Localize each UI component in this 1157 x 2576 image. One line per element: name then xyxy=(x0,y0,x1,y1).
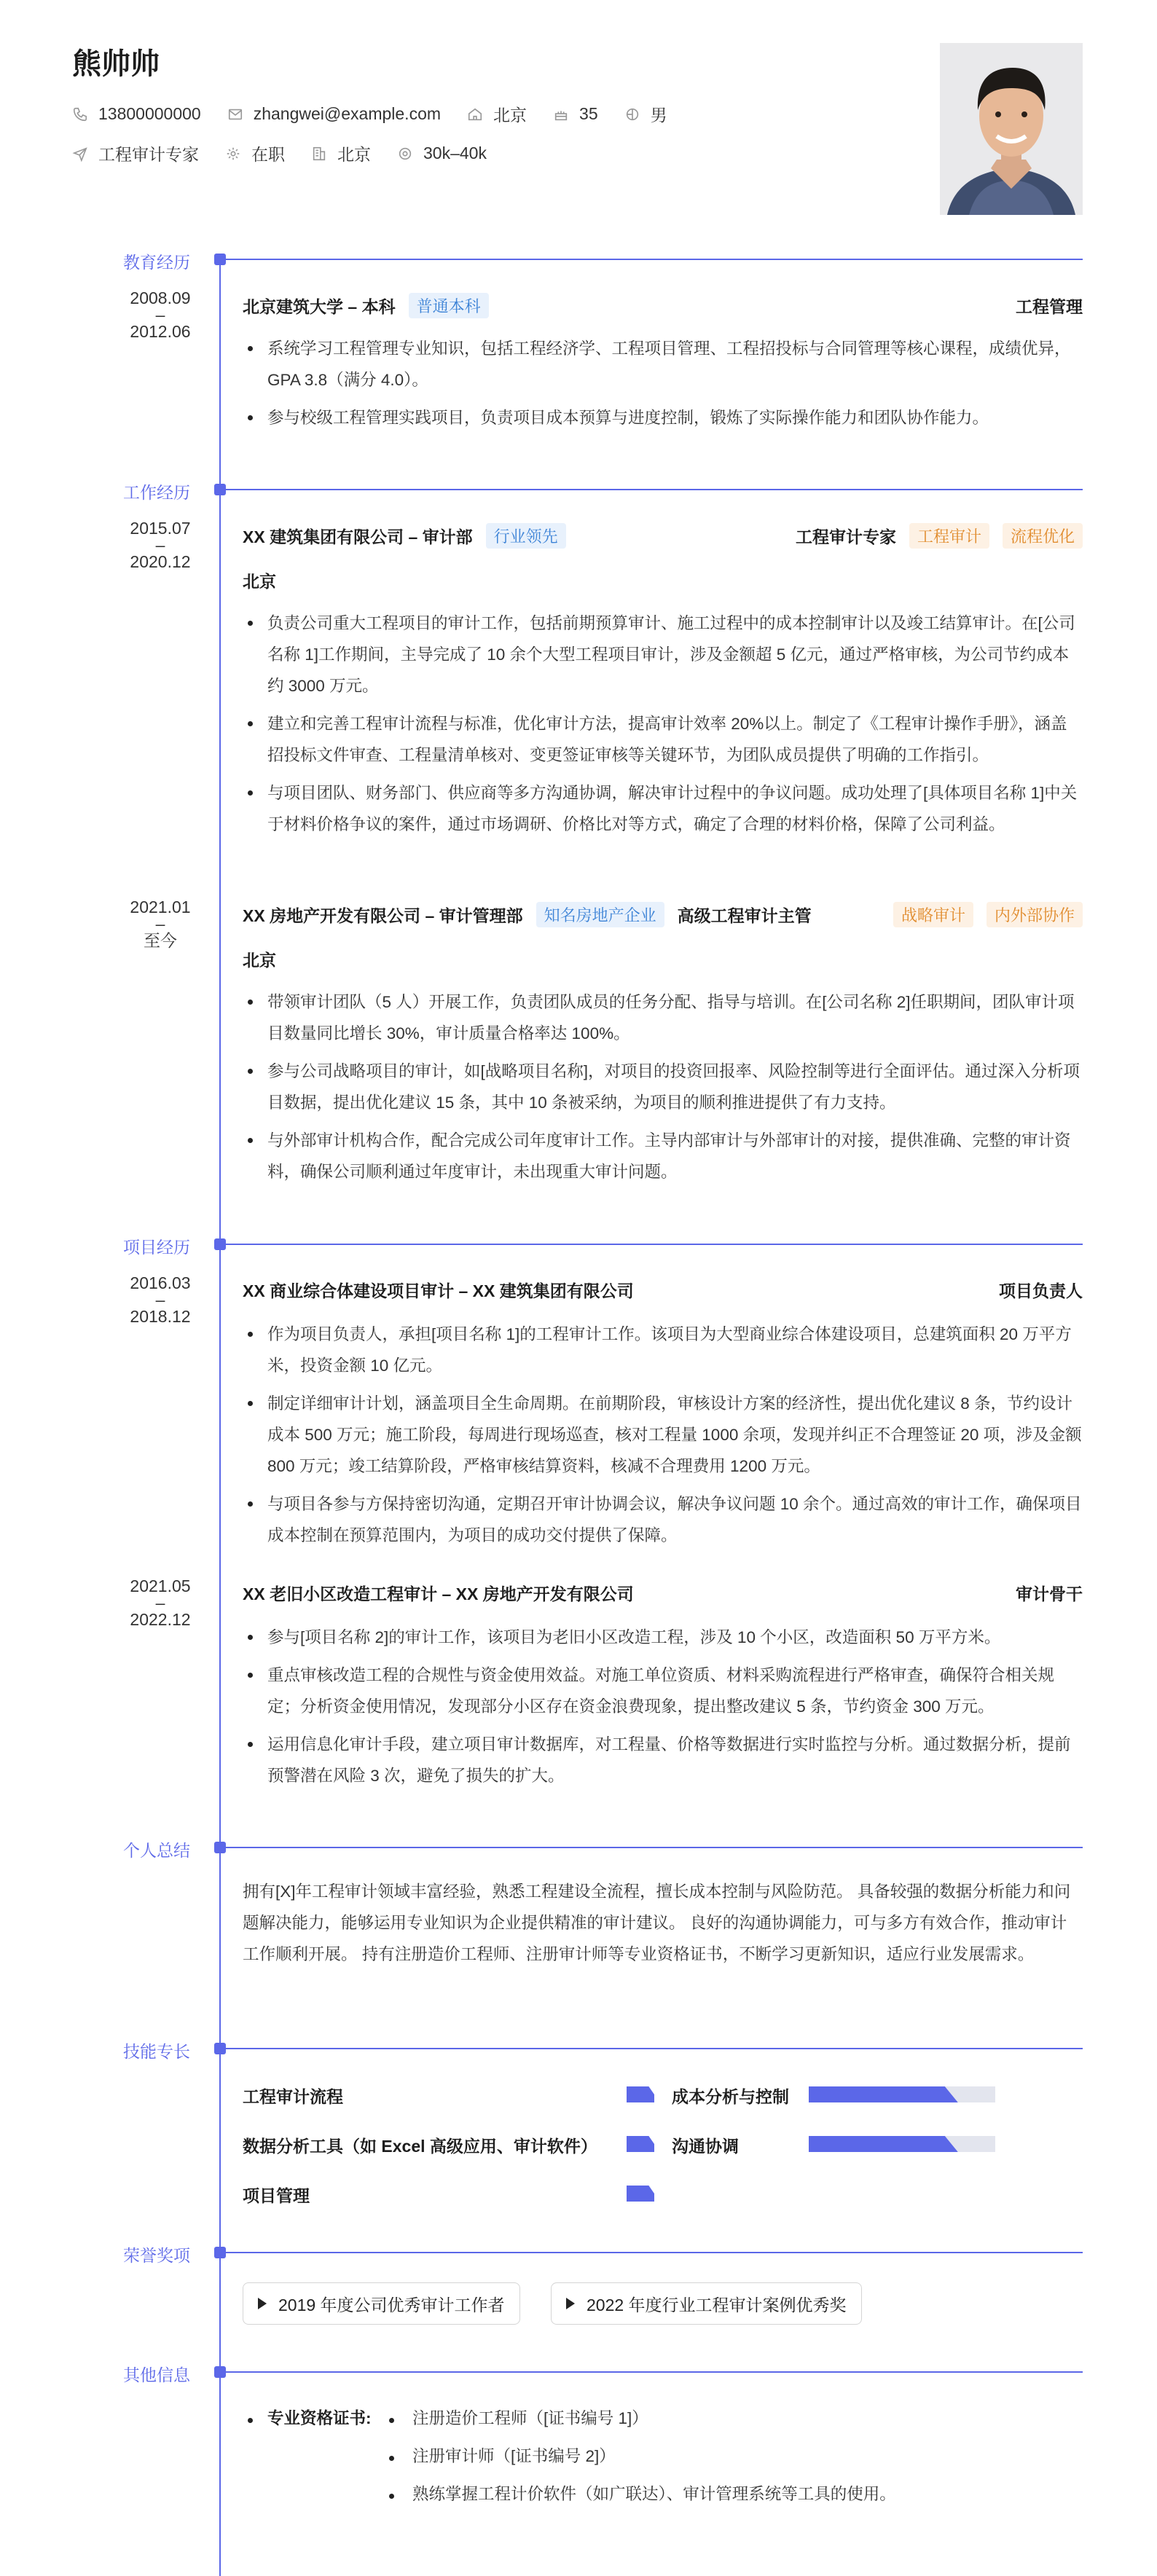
job-title-item xyxy=(72,141,199,165)
list-item: 参与公司战略项目的审计，如[战略项目名称]，对项目的投资回报率、风险控制等进行全面评估。通过深入分析项目数据，提出优化建议 15 条，其中 10 条被采纳，为项目的顺利推进提供了有力支持。 xyxy=(243,1056,1083,1118)
phone-icon xyxy=(72,106,88,122)
gender-icon xyxy=(624,106,640,122)
list-item: 参与[项目名称 2]的审计工作，该项目为老旧小区改造工程，涉及 10 个小区，改造面积 50 万平方米。 xyxy=(243,1622,1083,1653)
skill-name: 成本分析与控制 xyxy=(672,2087,789,2106)
project-header-1 xyxy=(243,1278,1083,1302)
project-bullets-2 xyxy=(243,1622,1083,1798)
work-bullets-1 xyxy=(243,608,1083,847)
list-item: 与项目团队、财务部门、供应商等多方沟通协调，解决审计过程中的争议问题。成功处理了[具体项目名称 1]中关于材料价格争议的案件，通过市场调研、价格比对等方式，确定了合理的材料价格，保障了公司利益。 xyxy=(243,777,1083,840)
skill-level-bar xyxy=(627,2086,654,2102)
bullet-dot xyxy=(248,2418,253,2423)
company-tag: 知名房地产企业 xyxy=(536,902,664,927)
status-text: 在职 xyxy=(251,145,285,164)
section-marker xyxy=(214,1842,226,1853)
skill-name: 沟通协调 xyxy=(672,2137,739,2156)
candidate-name: 熊帅帅 xyxy=(72,48,160,80)
section-marker xyxy=(214,484,226,495)
education-date xyxy=(109,287,211,342)
gear-icon xyxy=(225,146,241,162)
list-item: 建立和完善工程审计流程与标准，优化审计方法，提高审计效率 20%以上。制定了《工程审计操作手册》，涵盖招投标文件审查、工程量清单核对、变更签证审核等关键环节，为团队成员提供了明确的工作指引。 xyxy=(243,708,1083,771)
project-date-1 xyxy=(109,1272,211,1327)
skill-name: 项目管理 xyxy=(243,2186,310,2205)
section-divider xyxy=(226,1244,1083,1245)
project-end: 2022.12 xyxy=(130,1610,191,1629)
project-date-2 xyxy=(109,1575,211,1630)
work-location: 北京 xyxy=(243,951,276,970)
section-title-skills: 技能专长 xyxy=(123,2042,190,2061)
phone-item xyxy=(72,104,201,124)
work-bullets-2 xyxy=(243,986,1083,1194)
cert-item: 注册造价工程师（[证书编号 1]） xyxy=(412,2409,648,2427)
work-location: 北京 xyxy=(243,572,276,591)
coin-icon xyxy=(397,146,413,162)
list-item: 与外部审计机构合作，配合完成公司年度审计工作。主导内部审计与外部审计的对接，提供准确、完整的审计资料，确保公司顺利通过年度审计，未出现重大审计问题。 xyxy=(243,1125,1083,1187)
education-tag: 普通本科 xyxy=(409,293,489,318)
list-item: 系统学习工程管理专业知识，包括工程经济学、工程项目管理、工程招投标与合同管理等核心课程，成绩优异，GPA 3.8（满分 4.0）。 xyxy=(243,333,1083,396)
section-marker xyxy=(214,1238,226,1250)
job-row xyxy=(72,141,513,165)
skill-name: 工程审计流程 xyxy=(243,2087,343,2106)
section-marker xyxy=(214,254,226,265)
summary-text: 拥有[X]年工程审计领域丰富经验，熟悉工程建设全流程，擅长成本控制与风险防范。 具备较强的数据分析能力和问题解决能力，能够运用专业知识为企业提供精准的审计建议。 良好的沟通协调能力，可与多方有效合作，推动审计工作顺利开展。 持有注册造价工程师、注册审计师等专业资格证书，不断学习更新知识，适应行业发展需求。 xyxy=(243,1882,1071,1963)
section-marker xyxy=(214,2043,226,2054)
gender-text: 男 xyxy=(650,106,667,125)
section-marker xyxy=(214,2366,226,2378)
project-start: 2021.05 xyxy=(130,1576,191,1595)
cert-item: 熟练掌握工程计价软件（如广联达）、审计管理系统等工具的使用。 xyxy=(412,2485,896,2503)
work-start: 2015.07 xyxy=(130,519,191,538)
list-item: 负责公司重大工程项目的审计工作，包括前期预算审计、施工过程中的成本控制审计以及竣工结算审计。在[公司名称 1]工作期间，主导完成了 10 余个大型工程项目审计，涉及金额超 5 亿元，通过严格审核，为公司节约成本约 3000 万元。 xyxy=(243,608,1083,702)
school-name: 北京建筑大学 – 本科 xyxy=(243,297,396,316)
work-header-2 xyxy=(243,902,1083,927)
education-header xyxy=(243,293,1083,318)
list-item: 与项目各参与方保持密切沟通，定期召开审计协调会议，解决争议问题 10 余个。通过高效的审计工作，确保项目成本控制在预算范围内，为项目的成功交付提供了保障。 xyxy=(243,1488,1083,1551)
send-icon xyxy=(72,146,88,162)
work-date-1 xyxy=(109,517,211,573)
section-divider xyxy=(226,2252,1083,2253)
company-name: XX 建筑集团有限公司 – 审计部 xyxy=(243,527,473,546)
mail-icon xyxy=(227,106,243,122)
honor-item xyxy=(551,2282,862,2325)
contact-row xyxy=(72,102,694,126)
play-icon xyxy=(258,2298,267,2309)
age-text: 35 xyxy=(579,104,598,123)
gender-item xyxy=(624,102,667,126)
list-item: 重点审核改造工程的合规性与资金使用效益。对施工单位资质、材料采购流程进行严格审查，确保符合相关规定；分析资金使用情况，发现部分小区存在资金浪费现象，提出整改建议 5 条，节约资金 300 万元。 xyxy=(243,1660,1083,1722)
phone-text: 13800000000 xyxy=(98,104,201,123)
education-end: 2012.06 xyxy=(130,322,191,341)
date-dash: – xyxy=(155,535,165,554)
cake-icon xyxy=(553,106,569,122)
project-bullets-1 xyxy=(243,1319,1083,1558)
section-title-other: 其他信息 xyxy=(123,2365,190,2384)
date-dash: – xyxy=(155,1593,165,1612)
work-header-1 xyxy=(243,523,1083,549)
salary-item xyxy=(397,144,487,163)
cert-label: 专业资格证书: xyxy=(267,2409,372,2427)
section-title-projects: 项目经历 xyxy=(123,1238,190,1257)
email-item xyxy=(227,104,441,124)
work-date-2 xyxy=(109,896,211,951)
profile-photo xyxy=(940,43,1083,215)
company-tag: 行业领先 xyxy=(486,523,566,549)
timeline-line xyxy=(219,259,221,2576)
honor-item xyxy=(243,2282,520,2325)
section-title-work: 工作经历 xyxy=(123,483,190,502)
section-divider xyxy=(226,2371,1083,2373)
project-name: XX 老旧小区改造工程审计 – XX 房地产开发有限公司 xyxy=(243,1585,634,1603)
home-icon xyxy=(467,106,483,122)
skill-level-bar xyxy=(627,2136,654,2152)
city-item xyxy=(467,102,527,126)
status-item xyxy=(225,141,285,165)
date-dash: – xyxy=(155,1290,165,1309)
skill-level-bar xyxy=(627,2186,654,2202)
section-title-honors: 荣誉奖项 xyxy=(123,2246,190,2265)
play-icon xyxy=(566,2298,575,2309)
list-item: 带领审计团队（5 人）开展工作，负责团队成员的任务分配、指导与培训。在[公司名称 2]任职期间，团队审计项目数量同比增长 30%，审计质量合格率达 100%。 xyxy=(243,986,1083,1049)
email-text: zhangwei@example.com xyxy=(253,104,442,123)
work-end: 2020.12 xyxy=(130,552,191,571)
job-title-text: 工程审计专家 xyxy=(98,145,199,164)
date-dash: – xyxy=(155,305,165,324)
honor-text: 2019 年度公司优秀审计工作者 xyxy=(278,2295,505,2314)
building-icon xyxy=(311,146,327,162)
city-text: 北京 xyxy=(493,106,527,125)
company-name: XX 房地产开发有限公司 – 审计管理部 xyxy=(243,906,523,925)
list-item: 制定详细审计计划，涵盖项目全生命周期。在前期阶段，审核设计方案的经济性，提出优化建议 8 条，节约设计成本 500 万元；施工阶段，每周进行现场巡查，核对工程量 1000 余项，发现并纠正不合理签证 20 项，涉及金额 800 万元；竣工结算阶段，严格审核结算资料，核减不合理费用 1200 万元。 xyxy=(243,1388,1083,1482)
honor-text: 2022 年度行业工程审计案例优秀奖 xyxy=(587,2295,847,2314)
section-title-summary: 个人总结 xyxy=(123,1841,190,1860)
project-header-2 xyxy=(243,1581,1083,1605)
skill-tag: 流程优化 xyxy=(1003,523,1083,549)
skill-level-track xyxy=(809,2086,995,2102)
skill-tag: 工程审计 xyxy=(909,523,989,549)
project-name: XX 商业综合体建设项目审计 – XX 建筑集团有限公司 xyxy=(243,1281,634,1300)
work-start: 2021.01 xyxy=(130,898,191,916)
cert-item: 注册审计师（[证书编号 2]） xyxy=(412,2447,616,2465)
section-divider xyxy=(226,489,1083,490)
date-dash: – xyxy=(155,914,165,933)
list-item: 运用信息化审计手段，建立项目审计数据库，对工程量、价格等数据进行实时监控与分析。通过数据分析，提前预警潜在风险 3 次，避免了损失的扩大。 xyxy=(243,1729,1083,1791)
bullet-dot xyxy=(389,2494,394,2499)
skill-tag: 内外部协作 xyxy=(987,902,1083,927)
skill-level-fill xyxy=(809,2136,958,2152)
project-start: 2016.03 xyxy=(130,1273,191,1292)
major: 工程管理 xyxy=(1016,297,1083,316)
skill-level-fill xyxy=(809,2086,958,2102)
section-divider xyxy=(226,2048,1083,2049)
bullet-dot xyxy=(389,2456,394,2461)
work-end: 至今 xyxy=(144,931,177,950)
list-item: 作为项目负责人，承担[项目名称 1]的工程审计工作。该项目为大型商业综合体建设项目，总建筑面积 20 万平方米，投资金额 10 亿元。 xyxy=(243,1319,1083,1381)
list-item: 参与校级工程管理实践项目，负责项目成本预算与进度控制，锻炼了实际操作能力和团队协作能力。 xyxy=(243,402,1083,433)
skill-tag: 战略审计 xyxy=(893,902,973,927)
skill-name: 数据分析工具（如 Excel 高级应用、审计软件） xyxy=(243,2137,597,2156)
bullet-dot xyxy=(389,2418,394,2423)
education-bullets xyxy=(243,333,1083,440)
section-divider xyxy=(226,259,1083,260)
salary-text: 30k–40k xyxy=(423,144,487,162)
job-title: 工程审计专家 xyxy=(795,527,896,546)
section-title-education: 教育经历 xyxy=(123,253,190,272)
project-role: 审计骨干 xyxy=(1016,1585,1083,1603)
skill-level-track xyxy=(809,2136,995,2152)
project-role: 项目负责人 xyxy=(999,1281,1083,1300)
education-start: 2008.09 xyxy=(130,288,191,307)
section-divider xyxy=(226,1847,1083,1848)
expected-city-item xyxy=(311,141,371,165)
expected-city-text: 北京 xyxy=(337,145,371,164)
section-marker xyxy=(214,2247,226,2258)
age-item xyxy=(553,104,598,124)
project-end: 2018.12 xyxy=(130,1307,191,1326)
job-title: 高级工程审计主管 xyxy=(677,906,812,925)
